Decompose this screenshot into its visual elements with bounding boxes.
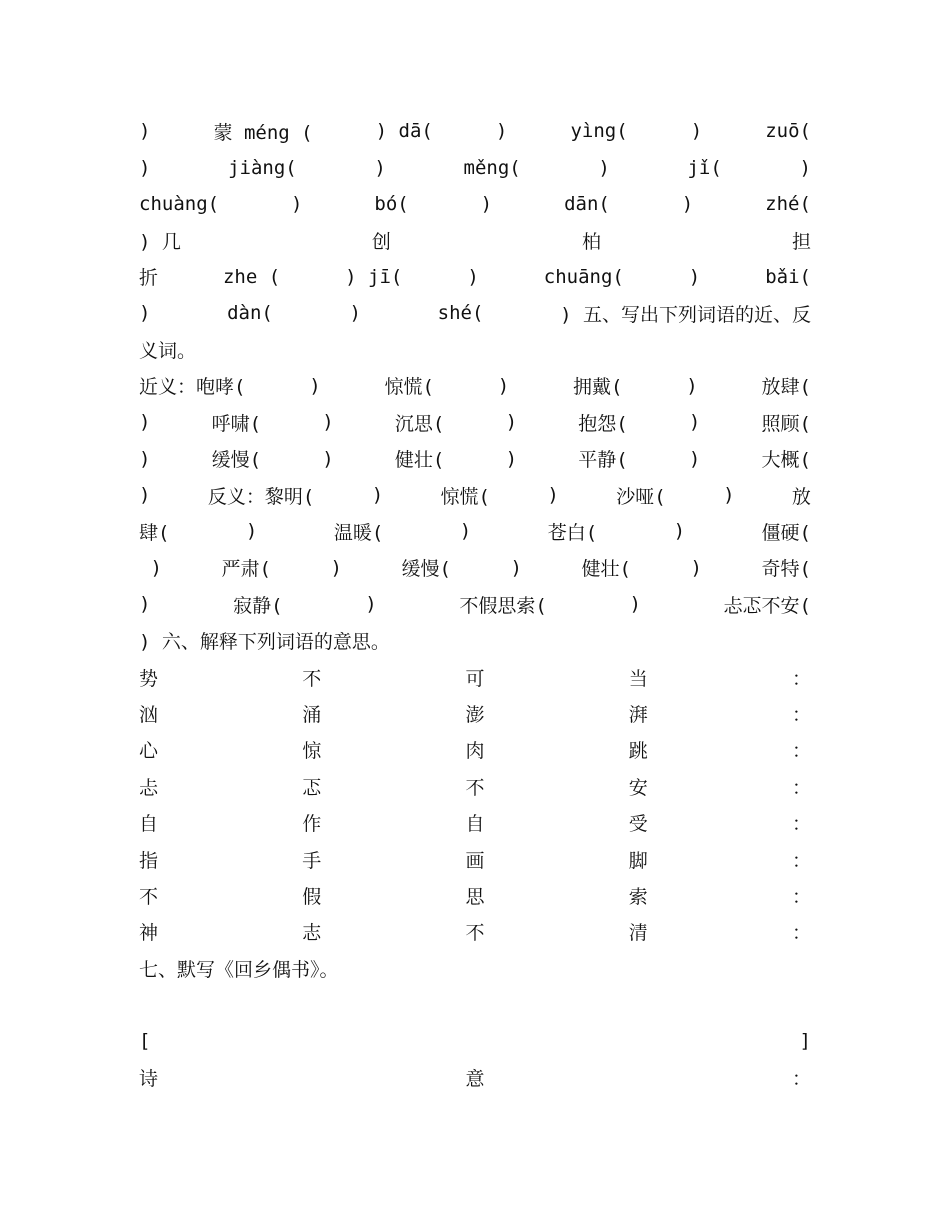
text-token: ) jī( <box>345 265 403 288</box>
text-token: ) <box>139 411 151 434</box>
text-token: ) <box>139 447 151 470</box>
text-token: 忐忑不安( <box>723 594 811 617</box>
text-token: 跳 <box>628 740 648 763</box>
text-token: yìng( <box>570 120 628 143</box>
text-token: 创 <box>371 230 391 253</box>
text-token: ) <box>139 302 151 325</box>
text-token: 假 <box>302 885 322 908</box>
text-token: 折 <box>139 267 159 290</box>
text-token: ) <box>505 411 518 434</box>
text-token: ) <box>139 484 151 507</box>
text-token: ) <box>365 593 377 616</box>
text-line <box>139 914 811 950</box>
text-token: 汹 <box>139 703 159 726</box>
text-token: 奇特( <box>761 558 811 581</box>
text-line <box>139 950 811 986</box>
text-token: ) <box>598 156 610 179</box>
text-token: 涌 <box>302 703 322 726</box>
text-token: ) <box>681 192 694 215</box>
text-token: 蒙 méng ( <box>213 121 313 144</box>
text-line <box>139 222 811 258</box>
text-token: 健壮( <box>394 449 445 472</box>
text-token: 照顾( <box>761 412 811 435</box>
text-token: 放 <box>791 485 811 508</box>
text-token: 温暖( <box>333 521 384 544</box>
text-line <box>139 441 811 477</box>
text-line <box>139 513 811 549</box>
text-token: 自 <box>465 813 485 836</box>
text-token: 惊慌( <box>440 485 490 508</box>
text-token: 忑 <box>302 776 322 799</box>
text-line <box>139 113 811 149</box>
text-token: 缓慢( <box>211 449 262 472</box>
text-token: 义词。 <box>139 340 197 363</box>
text-token: ) <box>688 447 701 470</box>
text-line <box>139 695 811 731</box>
text-token: 不 <box>465 922 485 945</box>
text-token: ) 六、解释下列词语的意思。 <box>139 631 390 654</box>
text-token: 心 <box>139 740 159 763</box>
text-token: ) <box>497 374 510 397</box>
text-token: 近义：咆哮( <box>139 376 246 399</box>
text-line <box>139 186 811 222</box>
text-token: 清 <box>628 922 648 945</box>
text-token: ) <box>505 447 518 470</box>
text-token: 沉思( <box>394 412 445 435</box>
text-token: 缓慢( <box>401 558 451 581</box>
text-token: 不 <box>302 667 322 690</box>
text-line <box>139 404 811 440</box>
text-token: 沙哑( <box>616 485 666 508</box>
text-token: jiàng( <box>228 156 297 179</box>
text-token: ) <box>690 556 702 579</box>
text-token: ) <box>723 484 735 507</box>
text-token: 反义：黎明( <box>207 485 315 508</box>
text-token: ： <box>791 667 811 690</box>
text-token: ) <box>139 156 151 179</box>
text-token: 思 <box>465 885 485 908</box>
text-line <box>139 368 811 404</box>
text-token: ) <box>688 411 701 434</box>
text-token: zuō( <box>765 120 811 143</box>
text-token: 七、默写《回乡偶书》。 <box>139 958 339 981</box>
text-token: ) <box>291 192 303 215</box>
text-line <box>139 295 811 331</box>
text-line <box>139 622 811 658</box>
text-line <box>139 768 811 804</box>
text-token: ) 五、写出下列词语的近、反 <box>560 303 811 326</box>
text-token: ) <box>139 556 162 579</box>
text-line <box>139 550 811 586</box>
text-line <box>139 1059 811 1095</box>
text-token: 不假思索( <box>459 594 547 617</box>
text-token: 惊慌( <box>384 376 434 399</box>
text-token: ： <box>791 922 811 945</box>
text-line <box>139 986 811 1022</box>
text-line <box>139 259 811 295</box>
text-token: ) <box>322 447 334 470</box>
text-token: 大概( <box>761 449 811 472</box>
text-token: dān( <box>564 192 610 215</box>
text-token: ) <box>510 556 522 579</box>
text-token: 严肃( <box>221 558 271 581</box>
text-token: 索 <box>628 885 648 908</box>
text-token: ： <box>791 885 811 908</box>
text-token: 受 <box>628 813 648 836</box>
text-token: 苍白( <box>547 521 598 544</box>
text-token: ) <box>629 593 641 616</box>
text-token: ) <box>688 265 701 288</box>
text-token: 脚 <box>628 849 648 872</box>
text-token: 志 <box>302 922 322 945</box>
text-token: dàn( <box>227 302 273 325</box>
text-token: ) <box>686 374 698 397</box>
text-token: 作 <box>302 813 322 836</box>
text-token: 忐 <box>139 776 159 799</box>
text-token: ) 几 <box>139 230 181 253</box>
text-token: zhé( <box>765 192 811 215</box>
text-token: ) <box>374 156 386 179</box>
text-token: ) <box>690 120 703 143</box>
text-token: ) <box>330 556 342 579</box>
text-token: ： <box>791 849 811 872</box>
text-token: jǐ( <box>687 156 722 179</box>
text-token: 不 <box>465 776 485 799</box>
text-token: ) <box>459 520 472 543</box>
text-token: ) <box>139 593 151 616</box>
text-token: bó( <box>374 192 409 215</box>
text-token: 柏 <box>581 230 601 253</box>
text-line <box>139 804 811 840</box>
text-token: 可 <box>465 667 485 690</box>
text-token: 平静( <box>578 449 628 472</box>
text-token: ： <box>791 776 811 799</box>
text-token: 僵硬( <box>761 521 811 544</box>
text-token: 湃 <box>628 703 648 726</box>
text-token: 抱怨( <box>578 412 628 435</box>
text-token: 拥戴( <box>573 376 623 399</box>
text-token: 手 <box>302 849 322 872</box>
text-token: 安 <box>628 776 648 799</box>
text-token: 不 <box>139 885 159 908</box>
text-token: ： <box>791 1067 811 1090</box>
text-token: ) <box>467 265 479 288</box>
text-line <box>139 732 811 768</box>
text-line <box>139 841 811 877</box>
text-token: ) <box>371 484 384 507</box>
text-token: chuāng( <box>543 265 624 288</box>
worksheet-content <box>139 113 811 1096</box>
text-token: měng( <box>463 156 521 179</box>
text-line <box>139 149 811 185</box>
text-token: ： <box>791 703 811 726</box>
text-token: 寂静( <box>233 594 283 617</box>
text-token: ) <box>245 520 258 543</box>
text-token: ) <box>480 192 493 215</box>
text-token: ) <box>322 411 334 434</box>
text-token: chuàng( <box>139 192 220 215</box>
text-token: ： <box>791 740 811 763</box>
text-token: 诗 <box>139 1067 159 1090</box>
text-token: ) <box>673 520 686 543</box>
text-token: ) <box>495 120 508 143</box>
text-token: 自 <box>139 813 159 836</box>
text-token: 肆( <box>139 521 170 544</box>
text-token: 澎 <box>465 703 485 726</box>
text-token: 健壮( <box>581 558 631 581</box>
text-token: 惊 <box>302 740 322 763</box>
text-token: 担 <box>791 230 811 253</box>
text-token: 势 <box>139 667 159 690</box>
text-token: ] <box>799 1029 811 1052</box>
text-token: ) <box>547 484 559 507</box>
text-token: 呼啸( <box>211 412 262 435</box>
text-token: ) <box>799 156 811 179</box>
text-token: 画 <box>465 849 485 872</box>
text-token: zhe ( <box>222 265 281 288</box>
text-token: 当 <box>628 667 648 690</box>
text-token: 神 <box>139 922 159 945</box>
text-token: 放肆( <box>761 376 811 399</box>
text-token: bǎi( <box>765 265 811 288</box>
text-token: shé( <box>437 302 484 325</box>
text-line <box>139 1023 811 1059</box>
text-token: ) <box>349 302 361 325</box>
text-token: ) <box>309 374 321 397</box>
text-line <box>139 659 811 695</box>
text-line <box>139 586 811 622</box>
text-line <box>139 477 811 513</box>
text-token: ： <box>791 813 811 836</box>
text-token: ) dā( <box>375 120 433 143</box>
text-token: 肉 <box>465 740 485 763</box>
text-token: ) <box>139 120 151 143</box>
text-token: [ <box>139 1029 151 1052</box>
text-token: 意 <box>465 1067 485 1090</box>
text-line <box>139 331 811 367</box>
text-token: 指 <box>139 849 159 872</box>
text-line <box>139 877 811 913</box>
